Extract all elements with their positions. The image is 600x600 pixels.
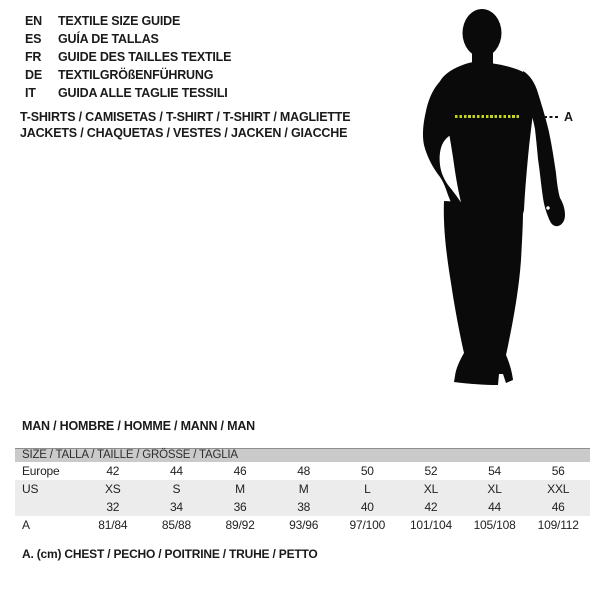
- size-cell: 85/88: [161, 518, 191, 532]
- lang-row-es: [25, 30, 231, 48]
- category-tshirts: T-SHIRTS / CAMISETAS / T-SHIRT / T-SHIRT / MAGLIETTE: [20, 110, 351, 124]
- size-cell: 44: [488, 500, 502, 514]
- size-row-alt: [15, 498, 590, 516]
- size-cell: M: [298, 482, 309, 496]
- size-cell: 97/100: [349, 518, 386, 532]
- size-cell: 109/112: [537, 518, 579, 532]
- section-title: MAN / HOMBRE / HOMME / MANN / MAN: [22, 419, 255, 433]
- size-cell: 34: [169, 500, 183, 514]
- size-cell: 40: [360, 500, 374, 514]
- lang-code: IT: [25, 86, 36, 100]
- lang-row-de: [25, 66, 231, 84]
- size-cell: XL: [423, 482, 439, 496]
- size-cell: 93/96: [289, 518, 319, 532]
- size-cell: XL: [487, 482, 502, 496]
- size-cell: 50: [360, 464, 374, 478]
- lang-code: DE: [25, 68, 42, 82]
- size-table-header: SIZE / TALLA / TAILLE / GRÖSSE / TAGLIA: [15, 448, 590, 462]
- garment-categories: [20, 109, 350, 141]
- lang-label: GUIDE DES TAILLES TEXTILE: [58, 50, 232, 64]
- size-cell: XS: [105, 482, 121, 496]
- size-cell: 48: [297, 464, 311, 478]
- size-cell: 81/84: [98, 518, 128, 532]
- lang-label: TEXTILGRÖßENFÜHRUNG: [58, 68, 214, 82]
- size-cell: 32: [106, 500, 120, 514]
- language-list: [25, 12, 231, 102]
- size-cell: 89/92: [225, 518, 255, 532]
- lang-label: GUÍA DE TALLAS: [58, 32, 159, 46]
- category-jackets: JACKETS / CHAQUETAS / VESTES / JACKEN / GIACCHE: [20, 126, 348, 140]
- row-label: [15, 498, 81, 516]
- size-cell: XXL: [547, 482, 570, 496]
- size-cell: 105/108: [473, 518, 516, 532]
- size-cell: 54: [488, 464, 502, 478]
- measure-label-a: A: [564, 110, 574, 124]
- size-cell: 56: [551, 464, 565, 478]
- size-cell: 36: [233, 500, 247, 514]
- lang-code: FR: [25, 50, 42, 64]
- lang-label: TEXTILE SIZE GUIDE: [58, 14, 181, 28]
- size-cell: L: [364, 482, 371, 496]
- chest-measure-line: [455, 115, 519, 118]
- lang-code: ES: [25, 32, 42, 46]
- size-row-us: [15, 480, 590, 498]
- size-cell: 101/104: [409, 518, 452, 532]
- size-cell: 42: [106, 464, 120, 478]
- row-label: Europe: [22, 464, 60, 478]
- size-cell: 46: [233, 464, 247, 478]
- lang-code: EN: [25, 14, 42, 28]
- size-cell: 42: [424, 500, 438, 514]
- size-cell: 52: [424, 464, 438, 478]
- measure-leader-dashes: [544, 116, 561, 118]
- size-row-europe: [15, 462, 590, 480]
- row-label: A: [22, 518, 30, 532]
- size-cell: 46: [551, 500, 565, 514]
- size-table: [15, 448, 590, 534]
- size-cell: M: [235, 482, 245, 496]
- size-cell: 44: [169, 464, 183, 478]
- measurement-footnote: A. (cm) CHEST / PECHO / POITRINE / TRUHE / PETTO: [22, 547, 318, 561]
- size-cell: 38: [297, 500, 311, 514]
- man-silhouette: [380, 5, 580, 395]
- lang-row-fr: [25, 48, 231, 66]
- row-label: US: [22, 482, 39, 496]
- size-cell: S: [172, 482, 181, 496]
- size-row-chest: [15, 516, 590, 534]
- lang-row-en: [25, 12, 231, 30]
- lang-row-it: [25, 84, 231, 102]
- lang-label: GUIDA ALLE TAGLIE TESSILI: [58, 86, 228, 100]
